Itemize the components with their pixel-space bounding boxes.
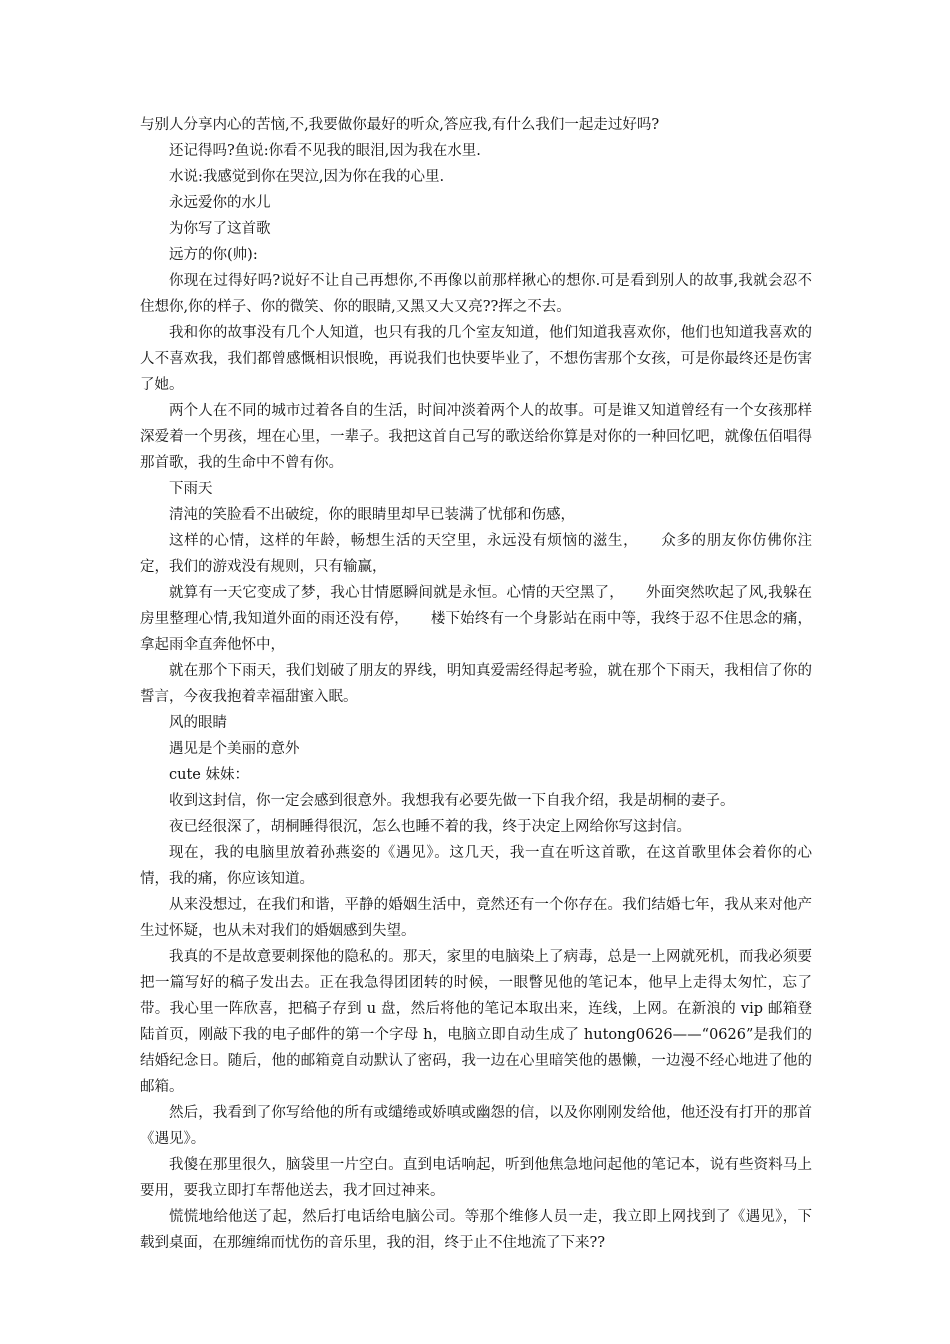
paragraph: 为你写了这首歌 [169, 221, 271, 237]
paragraph: 清沌的笑脸看不出破绽，你的眼睛里却早已装满了忧郁和伤感， [169, 507, 575, 523]
paragraph: 现在，我的电脑里放着孙燕姿的《遇见》。这几天，我一直在听这首歌，在这首歌里体会着你的心情，我的痛，你应该知道。 [140, 845, 812, 887]
paragraph: 然后，我看到了你写给他的所有或缱绻或娇嗔或幽怨的信，以及你刚刚发给他，他还没有打开的那首《遇见》。 [140, 1105, 812, 1147]
section-title: 下雨天 [169, 481, 213, 497]
paragraph: 我真的不是故意要刺探他的隐私的。那天，家里的电脑染上了病毒，总是一上网就死机，而我必须要把一篇写好的稿子发出去。正在我急得团团转的时候，一眼瞥见他的笔记本，他早上走得太匆忙，忘了带。我心里一阵欣喜，把稿子存到 u 盘，然后将他的笔记本取出来，连线，上网。在新浪的 vip 邮箱登陆首页，刚敲下我的电子邮件的第一个字母 h，电脑立即自动生成了 hutong0626——“0626”是我们的结婚纪念日。随后，他的邮箱竟自动默认了密码，我一边在心里暗笑他的愚懒，一边漫不经心地进了他的邮箱。 [140, 949, 812, 1095]
section-title: 遇见是个美丽的意外 [169, 741, 300, 757]
paragraph: 你现在过得好吗?说好不让自己再想你,不再像以前那样揪心的想你.可是看到别人的故事,我就会忍不住想你,你的样子、你的微笑、你的眼睛,又黑又大又亮??挥之不去。 [140, 273, 812, 315]
paragraph: 水说:我感觉到你在哭泣,因为你在我的心里. [169, 169, 445, 185]
section-title: 风的眼睛 [169, 715, 227, 731]
paragraph: 我和你的故事没有几个人知道，也只有我的几个室友知道，他们知道我喜欢你，他们也知道我喜欢的人不喜欢我，我们都曾感慨相识恨晚，再说我们也快要毕业了，不想伤害那个女孩，可是你最终还是伤害了她。 [140, 325, 812, 393]
paragraph: 夜已经很深了，胡桐睡得很沉，怎么也睡不着的我，终于决定上网给你写这封信。 [169, 819, 691, 835]
paragraph: 就算有一天它变成了梦，我心甘情愿瞬间就是永恒。心情的天空黑了， 外面突然吹起了风,我躲在房里整理心情,我知道外面的雨还没有停， 楼下始终有一个身影站在雨中等，我终于忍不住思念的痛，拿起雨伞直奔他怀中， [140, 585, 812, 653]
paragraph: 这样的心情，这样的年龄，畅想生活的天空里，永远没有烦恼的滋生， 众多的朋友你仿佛你注定，我们的游戏没有规则，只有输赢， [140, 533, 812, 575]
paragraph: 还记得吗?鱼说:你看不见我的眼泪,因为我在水里. [169, 143, 481, 159]
paragraph: 收到这封信，你一定会感到很意外。我想我有必要先做一下自我介绍，我是胡桐的妻子。 [169, 793, 735, 809]
letter-salutation: cute 妹妹： [169, 767, 249, 783]
paragraph: 我傻在那里很久，脑袋里一片空白。直到电话响起，听到他焦急地问起他的笔记本，说有些资料马上要用，要我立即打车帮他送去，我才回过神来。 [140, 1157, 812, 1199]
paragraph: 两个人在不同的城市过着各自的生活，时间冲淡着两个人的故事。可是谁又知道曾经有一个女孩那样深爱着一个男孩，埋在心里，一辈子。我把这首自己写的歌送给你算是对你的一种回忆吧，就像伍佰唱得那首歌，我的生命中不曾有你。 [140, 403, 812, 471]
document-page [140, 112, 812, 1256]
paragraph: 远方的你(帅): [169, 247, 258, 263]
paragraph: 与别人分享内心的苦恼,不,我要做你最好的听众,答应我,有什么我们一起走过好吗? [140, 117, 660, 133]
paragraph: 从来没想过，在我们和谐，平静的婚姻生活中，竟然还有一个你存在。我们结婚七年，我从来对他产生过怀疑，也从未对我们的婚姻感到失望。 [140, 897, 812, 939]
paragraph: 慌慌地给他送了起，然后打电话给电脑公司。等那个维修人员一走，我立即上网找到了《遇见》，下载到桌面，在那缠绵而忧伤的音乐里，我的泪，终于止不住地流了下来?? [140, 1209, 812, 1251]
paragraph: 就在那个下雨天，我们划破了朋友的界线，明知真爱需经得起考验，就在那个下雨天，我相信了你的誓言，今夜我抱着幸福甜蜜入眠。 [140, 663, 812, 705]
paragraph: 永远爱你的水儿 [169, 195, 271, 211]
